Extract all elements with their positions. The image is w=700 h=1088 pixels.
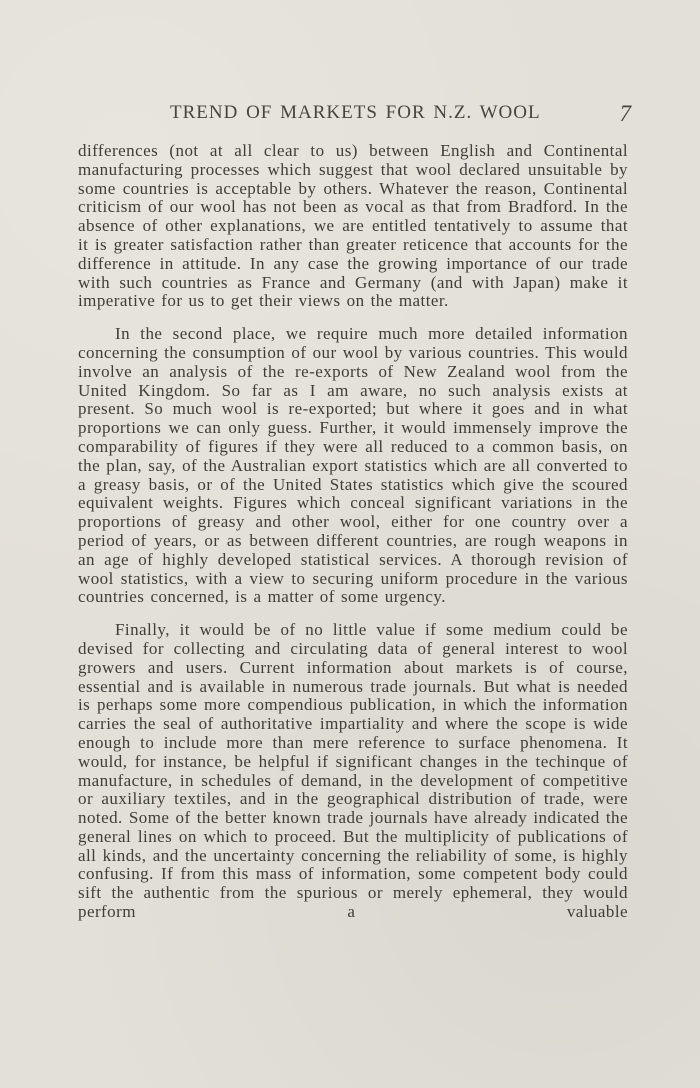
- paragraph-3: Finally, it would be of no little value if some medium could be devised for collecting and circulating data of general interest to wool growers and users. Current information about markets is of course, essential and is available in numerous trade journals. But what is needed is perhaps some more compendious publication, in which the information carries the seal of authoritative impartiality and where the scope is wide enough to include more than mere reference to surface phenomena. It would, for instance, be helpful if significant changes in the techinque of manufacture, in schedules of demand, in the development of competitive or auxiliary textiles, and in the geographical distribution of trade, were noted. Some of the better known trade journals have already indicated the general lines on which to proceed. But the multiplicity of publications of all kinds, and the uncertainty concerning the reliability of some, is highly confusing. If from this mass of information, some competent body could sift the authentic from the spurious or merely ephemeral, they would perform a valuable: [78, 620, 628, 922]
- paragraph-2: In the second place, we require much more detailed information concerning the consumption of our wool by various countries. This would involve an analysis of the re-exports of New Zealand wool from the United Kingdom. So far as I am aware, no such analysis exists at present. So much wool is re-exported; but where it goes and in what proportions we can only guess. Further, it would immensely improve the comparability of figures if they were all reduced to a common basis, on the plan, say, of the Australian export statistics which are all converted to a greasy basis, or of the United States statistics which give the scoured equivalent weights. Figures which conceal significant variations in the proportions of greasy and other wool, either for one country over a period of years, or as between different countries, are rough weapons in an age of highly developed statistical services. A thorough revision of wool statistics, with a view to securing uniform procedure in the various countries concerned, is a matter of some urgency.: [78, 324, 628, 607]
- paragraph-1: differences (not at all clear to us) between English and Continental manufacturing processes which suggest that wool declared unsuitable by some countries is acceptable by others. Whatever the reason, Continental criticism of our wool has not been as vocal as that from Bradford. In the absence of other explanations, we are entitled tentatively to assume that it is greater satisfaction rather than greater reticence that accounts for the difference in attitude. In any case the growing importance of our trade with such countries as France and Germany (and with Japan) make it imperative for us to get their views on the matter.: [78, 141, 628, 311]
- body-text: [78, 142, 628, 922]
- page-number: 7: [619, 101, 631, 126]
- page-header: [78, 101, 631, 132]
- running-head: TREND OF MARKETS FOR N.Z. WOOL: [170, 102, 541, 123]
